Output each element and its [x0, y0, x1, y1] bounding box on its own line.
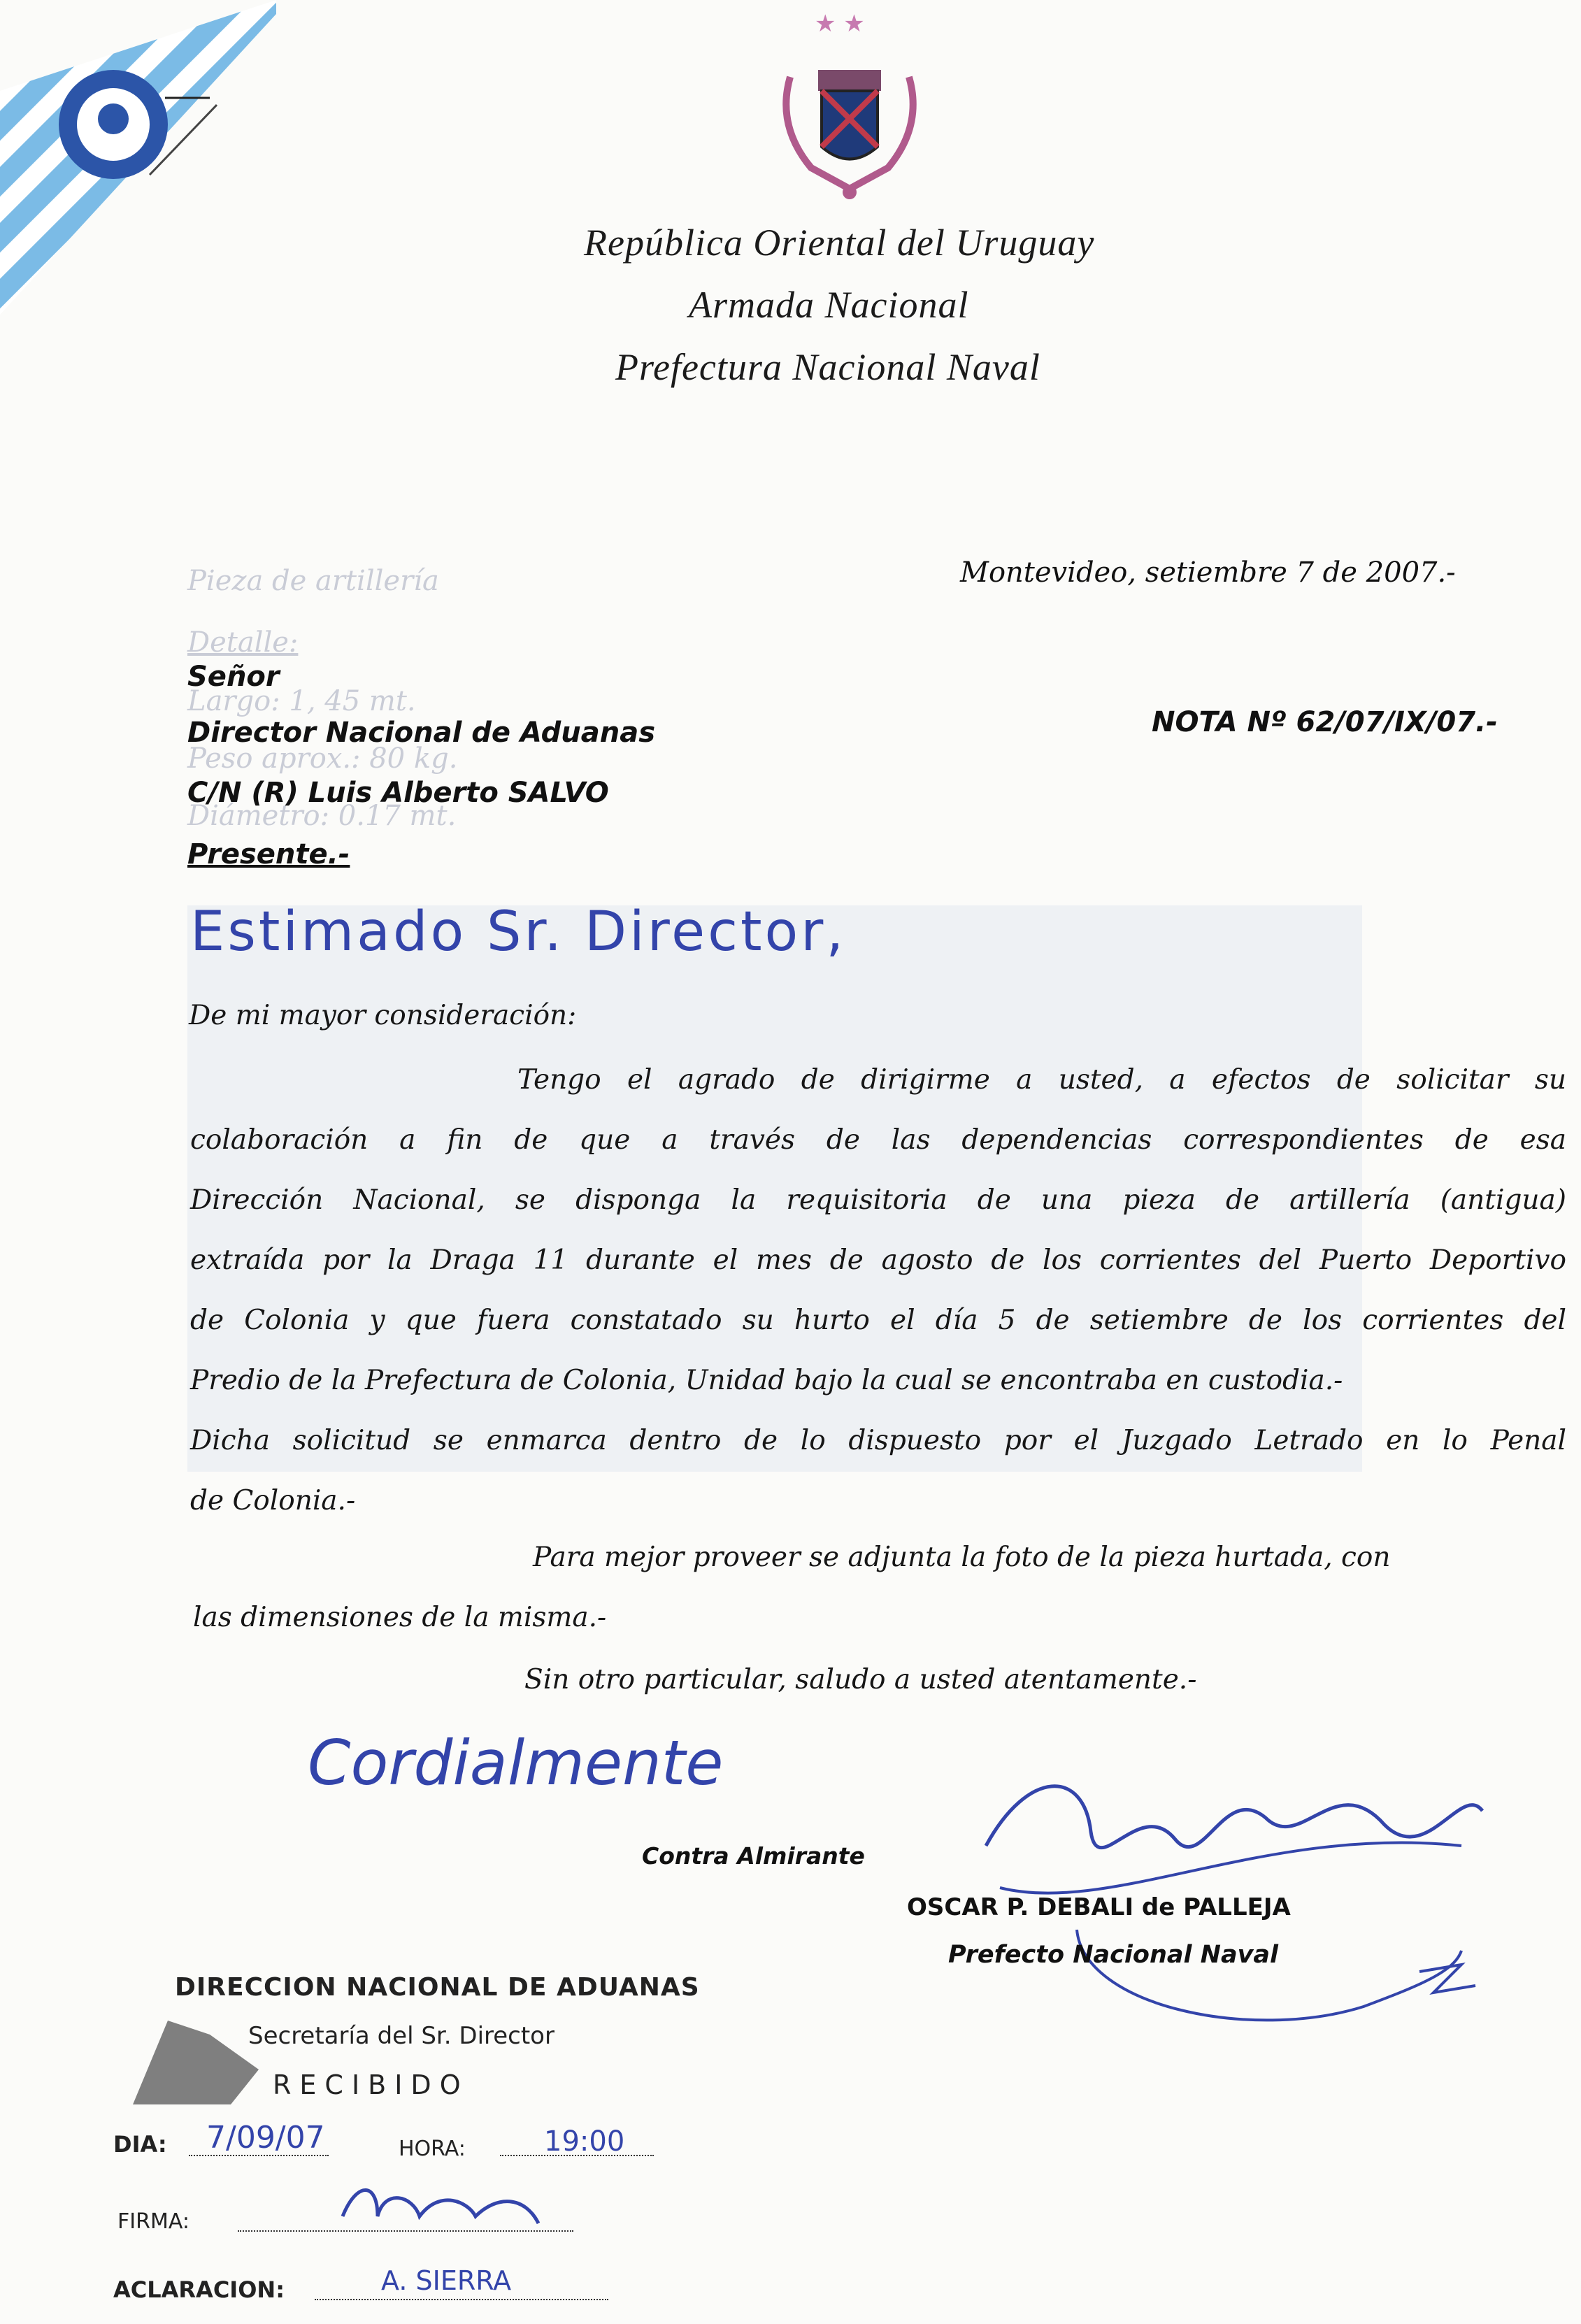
body-line: Tengo el agrado de dirigirme a usted, a efectos de solicitar su [517, 1064, 1566, 1096]
body-line: de Colonia.- [190, 1485, 356, 1516]
closing-line: Sin otro particular, saludo a usted atentamente.- [524, 1664, 1197, 1695]
body-line: extraída por la Draga 11 durante el mes de agosto de los corrientes del Puerto Deportivo [190, 1245, 1566, 1276]
stamp-recibido: RECIBIDO [273, 2070, 469, 2100]
stamp-ink-smudge [126, 2007, 266, 2111]
body-line: colaboración a fin de que a través de las dependencias correspondientes de esa [190, 1124, 1566, 1156]
body-line: Dicha solicitud se enmarca dentro de lo dispuesto por el Juzgado Letrado en lo Penal [190, 1425, 1566, 1456]
addressee-name: C/N (R) Luis Alberto SALVO [187, 777, 609, 809]
signature-name: OSCAR P. DEBALI de PALLEJA [907, 1893, 1291, 1921]
signature-rank: Contra Almirante [642, 1842, 865, 1870]
date-line: Montevideo, setiembre 7 de 2007.- [960, 557, 1456, 589]
stamp-firma-scribble [336, 2174, 545, 2237]
stamp-aclaracion-line [315, 2299, 608, 2300]
stamp-secretaria: Secretaría del Sr. Director [248, 2022, 555, 2050]
handwritten-greeting: Estimado Sr. Director, [190, 901, 847, 963]
armada-crest [769, 49, 930, 203]
body-paragraph-1 [190, 1064, 1566, 1545]
addressee-role: Director Nacional de Aduanas [187, 717, 656, 749]
addressee-presente: Presente.- [187, 838, 350, 870]
body-line: Predio de la Prefectura de Colonia, Unidad bajo la cual se encontraba en custodia.- [190, 1365, 1343, 1396]
receipt-stamp [105, 1965, 734, 2314]
ghost-weight: Peso aprox.: 80 kg. [187, 743, 458, 775]
letterhead-line-1: República Oriental del Uruguay [584, 222, 1095, 264]
stamp-office: DIRECCION NACIONAL DE ADUANAS [175, 1973, 700, 2002]
ghost-length: Largo: 1, 45 mt. [187, 685, 416, 717]
crest-stars: ★ ★ [815, 10, 865, 38]
addressee-title: Señor [187, 661, 280, 693]
stamp-aclaracion-label: ACLARACION: [113, 2276, 285, 2303]
signature-title: Prefecto Nacional Naval [948, 1941, 1279, 1969]
handwritten-closing: Cordialmente [308, 1727, 724, 1799]
body-line: de Colonia y que fuera constatado su hurto el día 5 de setiembre de los corrientes del [190, 1305, 1566, 1336]
stamp-hora-label: HORA: [399, 2137, 466, 2161]
note-number: NOTA Nº 62/07/IX/07.- [1152, 706, 1498, 738]
body-line: Para mejor proveer se adjunta la foto de la pieza hurtada, con [533, 1542, 1391, 1573]
body-paragraph-2 [193, 1542, 1536, 1662]
stamp-aclaracion-value: A. SIERRA [381, 2265, 512, 2296]
stamp-dia-label: DIA: [113, 2131, 167, 2158]
ghost-diameter: Diámetro: 0.17 mt. [187, 800, 457, 832]
salutation: De mi mayor consideración: [189, 1000, 577, 1031]
letterhead-line-3: Prefectura Nacional Naval [615, 346, 1040, 388]
stamp-hora-value: 19:00 [544, 2125, 625, 2158]
prefectura-emblem [0, 0, 294, 329]
body-line: las dimensiones de la misma.- [193, 1602, 607, 1633]
stamp-firma-label: FIRMA: [117, 2209, 189, 2234]
ghost-title: Pieza de artillería [187, 565, 439, 597]
ghost-detail: Detalle: [187, 626, 299, 659]
stamp-dia-value: 7/09/07 [206, 2120, 325, 2156]
body-line: Dirección Nacional, se disponga la requisitoria de una pieza de artillería (antigua) [190, 1184, 1566, 1216]
letterhead-line-2: Armada Nacional [689, 284, 969, 326]
